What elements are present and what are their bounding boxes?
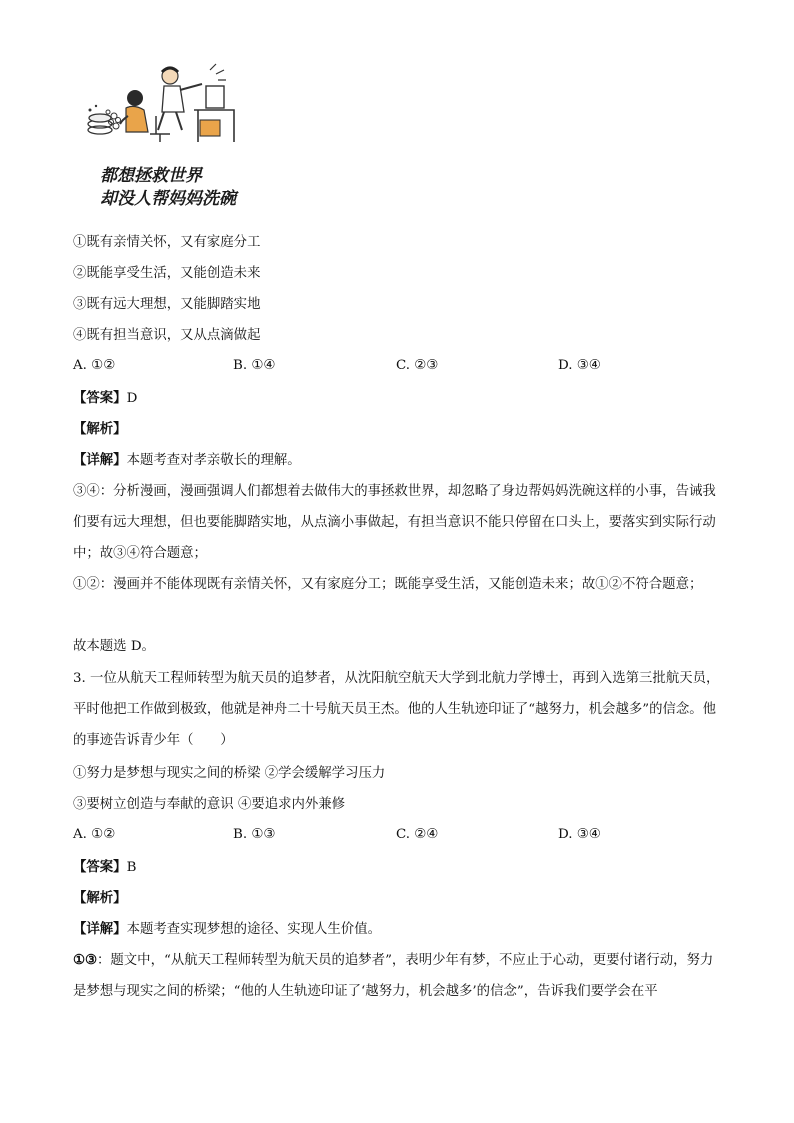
q3-explanation-marker: ①③ [73, 952, 98, 968]
q2-explanation-2: ①②：漫画并不能体现既有亲情关怀，又有家庭分工；既能享受生活，又能创造未来；故①②不符合题意； [73, 577, 703, 592]
q3-options [73, 827, 721, 845]
q2-choice-3: ③既有远大理想，又能脚踏实地 [73, 297, 261, 312]
q3-detail-text: 本题考查实现梦想的途径、实现人生价值。 [126, 922, 381, 937]
q2-answer [73, 389, 137, 408]
q3-option-d: D. ③④ [558, 827, 601, 842]
q2-option-b: B. ①④ [233, 358, 276, 373]
caption-line-1: 都想拯救世界 [100, 166, 202, 186]
q2-options [73, 358, 721, 376]
q3-answer-value: B [126, 860, 137, 875]
q2-choice-1: ①既有亲情关怀，又有家庭分工 [73, 235, 261, 250]
q3-explanation-1 [73, 945, 721, 1007]
cartoon-caption [100, 165, 240, 211]
q3-stem: 3. 一位从航天工程师转型为航天员的追梦者，从沈阳航空航天大学到北航力学博士，再到入选第三批航天员，平时他把工作做到极致，他就是神舟二十号航天员王杰。他的人生轨迹印证了“越努力，机会越多”的信念。他的事迹告诉青少年（ ） [73, 671, 720, 748]
q3-choice-line-2: ③要树立创造与奉献的意识 ④要追求内外兼修 [73, 797, 346, 812]
q2-analysis-label: 【解析】 [73, 421, 127, 437]
q2-answer-value: D [126, 391, 138, 406]
q2-conclusion: 故本题选 D。 [73, 639, 155, 654]
q3-analysis-label: 【解析】 [73, 890, 127, 906]
q3-explanation-text: ：题文中，“从航天工程师转型为航天员的追梦者”，表明少年有梦，不应止于心动，更要付诸行动，努力是梦想与现实之间的桥梁；“他的人生轨迹印证了‘越努力，机会越多’的信念”，告诉我们要学会在平 [73, 953, 714, 999]
q3-detail-label: 【详解】 [73, 921, 127, 937]
q2-option-a: A. ①② [73, 358, 116, 373]
q2-explanation-1: ③④：分析漫画，漫画强调人们都想着去做伟大的事拯救世界，却忽略了身边帮妈妈洗碗这样的小事，告诫我们要有远大理想，但也要能脚踏实地，从点滴小事做起，有担当意识不能只停留在口头上，要落实到实际行动中；故③④符合题意； [73, 484, 716, 561]
q2-detail-label: 【详解】 [73, 452, 127, 468]
q2-choice-4: ④既有担当意识，又从点滴做起 [73, 328, 261, 343]
q3-option-b: B. ①③ [233, 827, 276, 842]
q3-detail [73, 920, 381, 939]
q3-answer [73, 858, 136, 877]
q2-answer-label: 【答案】 [73, 390, 127, 406]
q2-choice-2: ②既能享受生活，又能创造未来 [73, 266, 261, 281]
q2-option-d: D. ③④ [558, 358, 601, 373]
q3-option-a: A. ①② [73, 827, 116, 842]
q2-detail-text: 本题考查对孝亲敬长的理解。 [126, 453, 301, 468]
cartoon-illustration [78, 60, 238, 148]
q2-option-c: C. ②③ [396, 358, 439, 373]
q3-option-c: C. ②④ [396, 827, 439, 842]
q3-choice-line-1: ①努力是梦想与现实之间的桥梁 ②学会缓解学习压力 [73, 766, 386, 781]
q2-detail [73, 451, 301, 470]
q3-answer-label: 【答案】 [73, 859, 127, 875]
caption-line-2: 却没人帮妈妈洗碗 [100, 189, 236, 209]
